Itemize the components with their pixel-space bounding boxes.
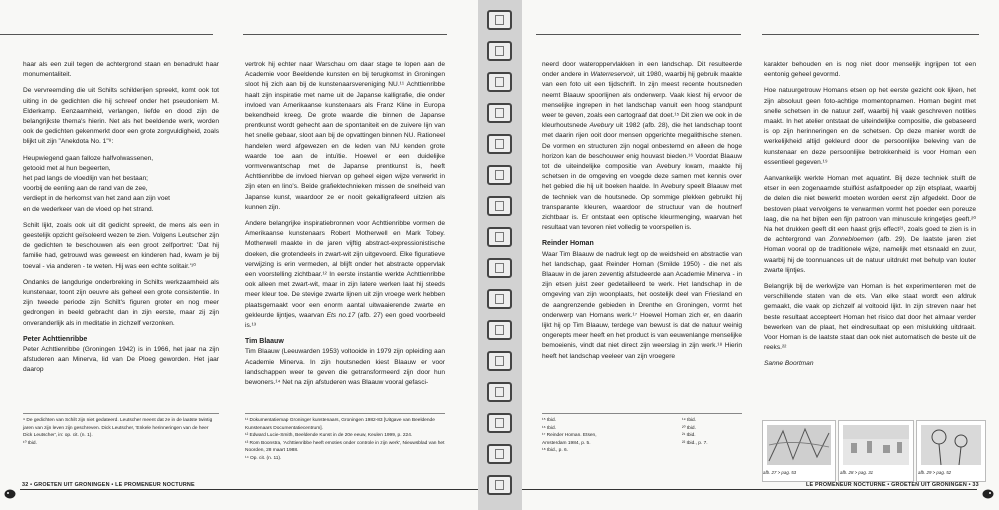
poem	[23, 154, 219, 215]
paragraph: Belangrijk bij de werkwijze van Homan is het experimenteren met de verschillende staten van de ets. Van elke staat wordt een afdruk gemaakt, die vaak op zichzelf al voltooid lijkt. In zijn streven naar het beste resultaat accepteert Homan het risico dat door het almaar verder bewerken van de plaat, het eindresultaat op een mislukking uitdraait. Voor Homan is de laatste staat dan ook niet automatisch de beste uit de reeks.²²	[764, 283, 976, 352]
footnote: ¹⁰ Ibid.	[23, 440, 37, 446]
footnote-rule	[23, 413, 219, 414]
footnote: ²² Ibid., p. 7.	[682, 440, 708, 446]
paragraph	[542, 60, 742, 233]
paragraph-text: Aanvankelijk werkte Homan met aquatint. Bij deze techniek stuift de etser in een zogenaamde stuifkist asfaltpoeder op zijn etsplaat, waarbij de delen die niet bewerkt moeten worden eerst zijn afgedekt. Door de bestoven plaat vervolgens te verwarmen vormt het poeder een poreuze laag, die na het bijten een fijn patroon van minuscule kringetjes geeft.²⁰ Na het drukken geeft dit een haast grijs effect²¹, zoals goed te zien is in de achtergrond van	[764, 175, 976, 244]
footnotes-right	[245, 417, 445, 462]
paragraph-text: (afb. 27) een goed voorbeeld is.¹³	[245, 311, 446, 330]
page-number-label: 32 • GROETEN UIT GRONINGEN • LE PROMENEUR NOCTURNE	[22, 482, 195, 488]
author-signature: Sanne Boortman	[764, 360, 814, 368]
binding-ring	[487, 72, 512, 92]
binding-ring	[487, 289, 512, 309]
paragraph-text: , uit 1980, waarbij hij gebruik maakte van een foto uit een tijdschrift. In zijn meest recente houtsneden neemt Blaauw spoorlijnen als onderwerp. Vaak kiest hij ervoor de menselijke ingrepen in het landschap vanuit een hoog standpunt weer te geven, zoals een cartograaf dat doet.¹⁵ Dit zien we ook in de kleurhoutsnede	[542, 71, 742, 130]
paragraph	[764, 174, 976, 276]
footnote: ¹⁸ Ibid., p. 6.	[542, 448, 569, 453]
binding-ring	[487, 41, 512, 61]
binding-ring	[487, 134, 512, 154]
right-column-2	[764, 60, 976, 376]
paragraph: Peter Achttienribbe (Groningen 1942) is in 1966, het jaar na zijn afstuderen aan Minerva, lid van De Ploeg geworden. Het jaar daarop	[23, 346, 219, 374]
header-rule	[762, 34, 979, 35]
footnote: ¹¹ Dokumentatiemap Groninger kunstenaars, Groningen 1982-83 [Uitgave van Beeldende Kunstenaars Documentatiecentrum].	[245, 418, 435, 431]
poem-line: verdiept in de herkomst van het zand aan zijn voet	[23, 195, 170, 203]
binding-ring	[487, 10, 512, 30]
footnotes-col-a	[542, 417, 622, 455]
footnote-rule	[245, 413, 445, 414]
binding-ring	[487, 227, 512, 247]
footnote: ¹⁵ Ibid.	[542, 418, 556, 423]
section-heading: Peter Achttienribbe	[23, 335, 88, 343]
ploeg-logo-icon	[4, 489, 16, 499]
paragraph-text: (afb. 29). De laatste jaren ziet Homan vooral op de traditionele wijze, namelijk met etsnaald en zuur, waarbij hij de toonnuances uit de natuur uitdrukt met behulp van louter zwarte lijntjes.	[764, 236, 976, 274]
figure-caption: afb. 29 > pag. 52	[918, 470, 952, 475]
artwork-title: Ets no.17	[326, 311, 356, 319]
poem-line: het pad langs de vloedlijn van het bestaan;	[23, 175, 149, 183]
footer-rule	[20, 489, 478, 490]
left-column-2	[245, 60, 445, 394]
footnote: ¹² Edward Lucie-Smith, Beeldende Kunst in de 20e eeuw, Keulen 1999, p. 224.	[245, 433, 413, 438]
paragraph-text: uit 1982 (afb. 28), die het landschap toont met daarin rijen ooit door mensen opgerichte megalithische stenen. De vormen en structuren zijn nogal onbestemd en alleen de hoge horizon kan de beschouwer enig houvast bieden.¹⁶ Voordat Blaauw tot de uiteindelijke compositie van Avebury kwam, maakte hij schetsen in de omgeving en voegde deze samen met kennis over het gebied die hij uit boeken haalde. In Avebury speelt Blaauw met de techniek van de houtsnede. Op sommige plekken gebruikt hij transparante kleuren, waardoor de structuur van de houtnerf zichtbaar is. Er ontstaat een optische kleurmenging, waarvan het resultaat van tevoren niet volledig te voorspellen is.	[542, 122, 742, 232]
poem-line: Heupwiegend gaan falloze halfvolwassenen,	[23, 154, 154, 162]
footnotes-left	[23, 417, 219, 447]
paragraph-text: neerd door wateroppervlakken in een landschap. Dit resulteerde onder andere in	[542, 61, 742, 79]
figure-caption: afb. 28 > pag. 31	[840, 470, 874, 475]
figure-caption: afb. 27 > pag. 53	[763, 470, 797, 475]
paragraph-text: Andere belangrijke inspiratiebronnen voor Achttienribbe vormen de Amerikaanse kunstenaars Robert Motherwell en Mark Tobey. Motherwell maakte in de jaren vijftig abstract-expressionistische doeken, die grotendeels in zwart-wit zijn uitgevoerd. Elke figuratieve verwijzing is erin vermeden, al blijft onder het abstracte oppervlak een voorstelling zichtbaar.¹² In eerste instantie werkte Achttienribbe ook alleen met zwart-wit, maar in zijn latere werken laat hij steeds meer kleur toe. De stevige zwarte lijnen uit zijn vroege werk hebben plaatsgemaakt voor een enorm aantal uitwaaierende zwarte en gekleurde lijntjes, waarvan	[245, 220, 445, 319]
binding-ring	[487, 351, 512, 371]
binding-ring	[487, 196, 512, 216]
page-number-label: LE PROMENEUR NOCTURNE • GROETEN UIT GRONINGEN • 33	[806, 482, 979, 488]
section-heading: Tim Blaauw	[245, 338, 284, 346]
paragraph: Waar Tim Blaauw de nadruk legt op de weidsheid en abstractie van het landschap, gaat Reinder Homan (Smilde 1950) - die net als Blaauw in de jaren zeventig afstudeerde aan Academie Minerva - in zijn etsen juist zeer gedetailleerd te werk. Het landschap in de omgeving van zijn woonplaats, het oostelijk deel van Friesland en de aangrenzende gebieden in Drenthe en Groningen, vormt het onderwerp van Homans werk.¹⁷ Hoewel Homan zich er, en daarin lijkt hij op Tim Blaauw, terdege van bewust is dat de natuur weinig ongerepts meer heeft en het product is van eeuwenlange menselijke bemoeienis, vindt dat niet direct zijn weerslag in zijn werk.¹⁸ Hierin heeft het landschap veeleer van zijn vroegere	[542, 250, 742, 360]
paragraph: vertrok hij echter naar Warschau om daar stage te lopen aan de Academie voor Beeldende kunsten en bij terugkomst in Groningen sloot hij zich aan bij de kunstenaarsvereniging NU.¹¹ Achttienribbe haalt zijn inspiratie met name uit de Japanse kalligrafie, die onder invloed van Amerikaanse kunstenaars als Franz Kline in Europa bekendheid kreeg. De grote waarde die binnen de Japanse prentkunst wordt gehecht aan de spontaniteit en de zuivere lijn van het snelle gebaar, sloot aan bij de opvattingen binnen NU. Rationeel handelen werd afgewezen en de leden van NU kenden grote waarde toe aan de intuïtie. Hoewel er een duidelijke vormverwantschap met de Japanse prentkunst is, heeft Achttienribbe de invloed hiervan op geheel eigen wijze verwerkt in zijn eten en lino's. Beide grafiektechnieken missen de snelheid van Japanse kunst, waardoor ze er nooit gekalligrafeerd uitzien als kunnen zijn.	[245, 61, 445, 211]
binding-ring	[487, 258, 512, 278]
paragraph	[245, 219, 445, 331]
paragraph: Tim Blaauw (Leeuwarden 1953) voltooide in 1979 zijn opleiding aan Academie Minerva. In zijn houtsneden kiest Blaauw er voor landschappen weer te geven die getransformeerd zijn door hun bewoners.¹⁴ Net na zijn afstuderen was Blaauw vooral gefasci-	[245, 348, 445, 387]
binding-ring	[487, 103, 512, 123]
ploeg-logo-icon	[982, 489, 994, 499]
left-page	[0, 0, 478, 510]
footer-rule	[522, 489, 977, 490]
poem-line: en de wederkeer van de vloed op het strand.	[23, 205, 154, 213]
binding-ring	[487, 165, 512, 185]
binding-ring	[487, 382, 512, 402]
footnote: ¹⁷ Reinder Homan. Etsen, Amsterdam 1984, p. 5.	[542, 433, 597, 446]
footnote: ¹⁹ Ibid.	[682, 418, 697, 423]
paragraph: Hoe natuurgetrouw Homans etsen op het eerste gezicht ook lijken, het zijn absoluut geen foto-achtige momentopnamen. Homan begint met snelle schetsen in de natuur zelf, waarbij hij vaak geschreven notities maakt. In het atelier ontstaat de uiteindelijke compositie, die gebaseerd is op zijn herinneringen en de schetsen. Op deze manier wordt de werkelijkheid altijd gekleurd door de persoonlijke beleving van de kunstenaar en deze persoonlijke betrokkenheid is voor Homan een essentieel gegeven.¹⁹	[764, 87, 976, 166]
footnote-rule	[542, 413, 742, 414]
paragraph: De vervreemding die uit Schilts schilderijen spreekt, komt ook tot uiting in de gedichten die hij schreef onder het pseudoniem M. Elderkamp. Eenzaamheid, verlangen, liefde en dood zijn de belangrijkste thema's hierin. Net als het beeldende werk, worden ook de gedichten gekenmerkt door een grote zorgvuldigheid, zoals blijkt uit zijn "Anekdota No. 1"⁸:	[23, 87, 219, 146]
spiral-binding	[478, 0, 522, 510]
footnote: ⁹ De gedichten van Schilt zijn niet gedateerd. Leutscher meent dat ze in de laatste twintig jaren van zijn leven zijn geschreven. Dick Leutscher, 'Enkele herinneringen van de heer Dick Leutscher', in: op. cit. (n. 1).	[23, 418, 213, 438]
poem-line: voorbij de eenling aan de rand van de zee,	[23, 185, 148, 193]
header-rule	[0, 34, 213, 35]
artwork-title: Waterreservoir	[590, 71, 634, 79]
binding-ring	[487, 475, 512, 495]
footnote: ¹³ Rom Boonstra, 'Achttienribbe heeft emoties onder controle in zijn werk', Nieuwsblad van het Noorden, 28 maart 1988.	[245, 440, 445, 453]
header-rule	[243, 34, 447, 35]
paragraph: Schilt lijkt, zoals ook uit dit gedicht spreekt, de mens als een in geestelijk opzicht geïsoleerd wezen te zien. Volgens Leutscher zijn de gedichten te beschouwen als een groot zelfportret: 'Dat hij familie had, getrouwd was geweest en kinderen had, kwam je bij toeval - via anderen - te weten. Hij was een echte solitair.'¹⁰	[23, 221, 219, 270]
paragraph: karakter behouden en is nog niet door menselijk ingrijpen tot een eentonig geheel gevormd.	[764, 61, 976, 79]
artwork-title: Avebury	[589, 122, 614, 130]
right-page	[522, 0, 999, 510]
paragraph: haar als een zuil tegen de achtergrond staan en benadrukt haar monumentaliteit.	[23, 61, 219, 79]
footnotes-col-b	[682, 417, 742, 447]
footnote: ²⁰ Ibid.	[682, 425, 696, 431]
artwork-title: Zonnebloemen	[829, 236, 874, 244]
poem-line: getooid met al hun begeerten,	[23, 164, 111, 172]
footnote: ¹⁴ Op. cit. (n. 11).	[245, 455, 282, 461]
binding-ring	[487, 413, 512, 433]
footnote: ²¹ Ibid.	[682, 433, 696, 438]
header-rule	[536, 34, 741, 35]
binding-ring	[487, 320, 512, 340]
paragraph: Ondanks de langdurige onderbreking in Schilts werkzaamheid als kunstenaar, toont zijn oeuvre als geheel een grote consistentie. In zijn tweede periode zijn Schilt's figuren groter en nog meer gedrongen in beeld gebracht dan in zijn eerste, maar zij zijn onveranderlijk als in meditatie in zichzelf verzonken.	[23, 278, 219, 327]
left-column-1	[23, 60, 219, 382]
binding-ring	[487, 444, 512, 464]
section-heading: Reinder Homan	[542, 240, 594, 248]
right-column-1	[542, 60, 742, 368]
footnote: ¹⁶ Ibid.	[542, 425, 556, 431]
